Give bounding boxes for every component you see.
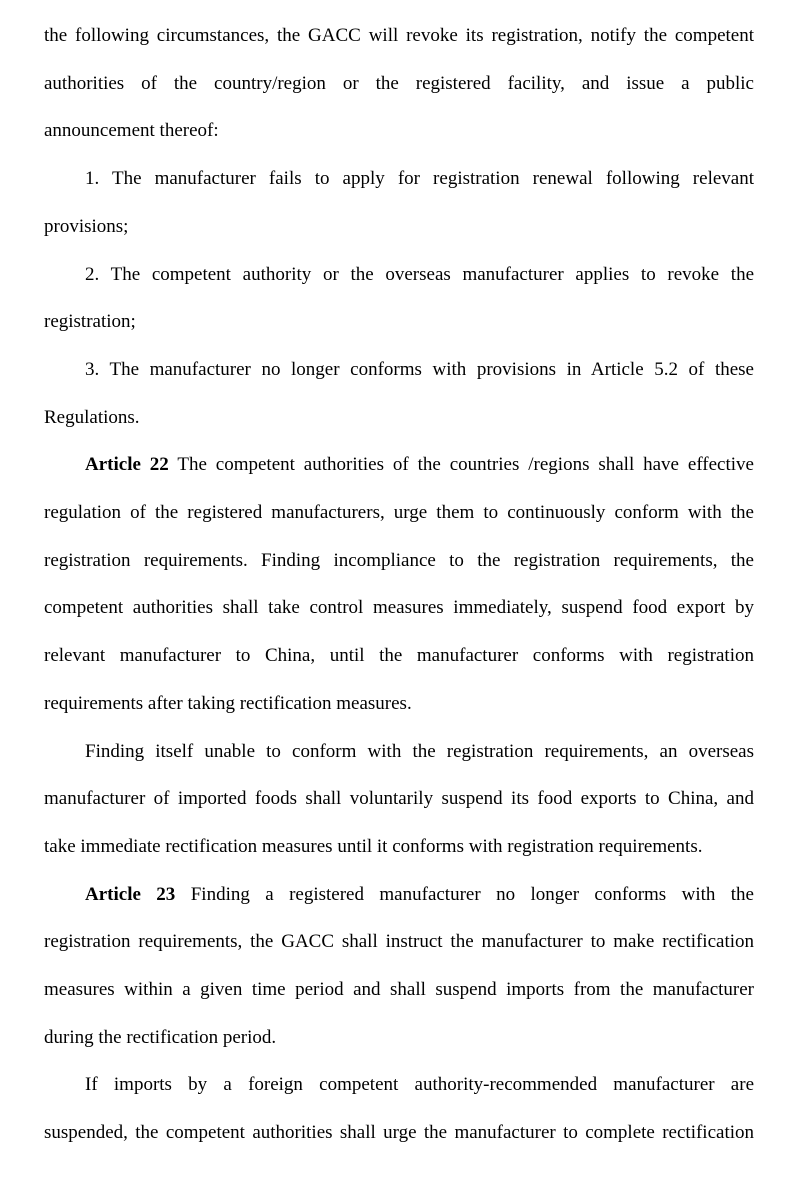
text-run: If imports by a foreign competent authority-recommended manufacturer are xyxy=(85,1074,754,1096)
text-line xyxy=(44,584,754,632)
text-line xyxy=(44,918,754,966)
paragraph xyxy=(44,346,754,441)
text-run: measures within a given time period and shall suspend imports from the manufacturer xyxy=(44,979,754,1001)
text-run: Finding itself unable to conform with the registration requirements, an overseas xyxy=(85,740,754,762)
text-line xyxy=(44,1109,754,1157)
text-line xyxy=(44,203,754,251)
text-run: registration; xyxy=(44,311,136,333)
text-line xyxy=(44,1061,754,1109)
text-line xyxy=(44,394,754,442)
text-run: manufacturer of imported foods shall voluntarily suspend its food exports to China, and xyxy=(44,788,754,810)
text-run: suspended, the competent authorities shall urge the manufacturer to complete rectification xyxy=(44,1122,754,1144)
text-line xyxy=(44,441,754,489)
text-line xyxy=(44,12,754,60)
paragraph xyxy=(44,1061,754,1156)
text-run: Finding a registered manufacturer no longer conforms with the xyxy=(175,883,754,905)
text-line xyxy=(44,346,754,394)
text-run: regulation of the registered manufacturers, urge them to continuously conform with the xyxy=(44,502,754,524)
text-run: take immediate rectification measures until it conforms with registration requirements. xyxy=(44,835,703,857)
text-run: relevant manufacturer to China, until the manufacturer conforms with registration xyxy=(44,645,754,667)
text-line xyxy=(44,489,754,537)
text-run: 3. The manufacturer no longer conforms with provisions in Article 5.2 of these xyxy=(85,358,754,380)
paragraph xyxy=(44,441,754,727)
text-run: registration requirements, the GACC shall instruct the manufacturer to make rectification xyxy=(44,931,754,953)
text-run: 1. The manufacturer fails to apply for registration renewal following relevant xyxy=(85,168,754,190)
text-line xyxy=(44,775,754,823)
text-line xyxy=(44,60,754,108)
paragraph xyxy=(44,12,754,155)
text-line xyxy=(44,728,754,776)
text-line xyxy=(44,107,754,155)
text-run: competent authorities shall take control measures immediately, suspend food export by xyxy=(44,597,754,619)
paragraph xyxy=(44,251,754,346)
text-line xyxy=(44,871,754,919)
text-run: provisions; xyxy=(44,215,129,237)
text-line xyxy=(44,823,754,871)
text-run: announcement thereof: xyxy=(44,120,219,142)
text-run: the following circumstances, the GACC will revoke its registration, notify the competent xyxy=(44,25,754,46)
text-line xyxy=(44,298,754,346)
article-heading: Article 22 xyxy=(85,454,169,476)
text-line xyxy=(44,680,754,728)
text-run: requirements after taking rectification measures. xyxy=(44,692,412,714)
text-line xyxy=(44,966,754,1014)
text-line xyxy=(44,1014,754,1062)
article-heading: Article 23 xyxy=(85,883,176,905)
text-line xyxy=(44,251,754,299)
paragraph xyxy=(44,728,754,871)
text-run: Regulations. xyxy=(44,406,140,428)
paragraph xyxy=(44,155,754,250)
text-run: during the rectification period. xyxy=(44,1026,277,1048)
text-line xyxy=(44,632,754,680)
text-run: registration requirements. Finding incompliance to the registration requirements, the xyxy=(44,549,754,571)
text-line xyxy=(44,155,754,203)
paragraph xyxy=(44,871,754,1062)
text-line xyxy=(44,537,754,585)
text-run: authorities of the country/region or the registered facility, and issue a public xyxy=(44,72,754,94)
text-run: 2. The competent authority or the overseas manufacturer applies to revoke the xyxy=(85,263,754,285)
text-run: The competent authorities of the countries /regions shall have effective xyxy=(168,454,754,476)
